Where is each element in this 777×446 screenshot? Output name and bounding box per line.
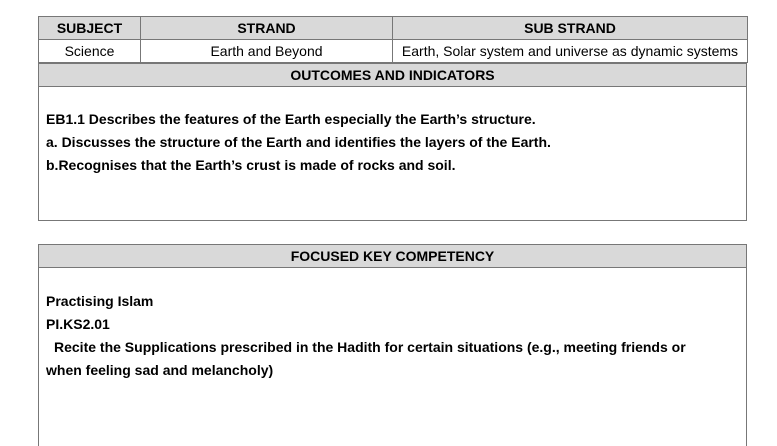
outcome-line: EB1.1 Describes the features of the Earth especially the Earth’s structure. bbox=[46, 111, 536, 127]
competency-name: Practising Islam bbox=[46, 293, 154, 309]
competency-section bbox=[38, 244, 747, 446]
outcome-line: b.Recognises that the Earth’s crust is made of rocks and soil. bbox=[46, 157, 456, 173]
outcome-line: a. Discusses the structure of the Earth and identifies the layers of the Earth. bbox=[46, 134, 551, 150]
subject-info-table bbox=[38, 16, 748, 63]
outcomes-section bbox=[38, 63, 747, 221]
competency-body bbox=[39, 268, 746, 382]
table-row bbox=[39, 40, 748, 63]
subject-header: SUBJECT bbox=[39, 17, 141, 40]
sub-strand-value: Earth, Solar system and universe as dynamic systems bbox=[393, 40, 748, 63]
competency-description-line: Recite the Supplications prescribed in the Hadith for certain situations (e.g., meeting friends or bbox=[54, 339, 686, 355]
subject-value: Science bbox=[39, 40, 141, 63]
competency-code: PI.KS2.01 bbox=[46, 316, 110, 332]
competency-title: FOCUSED KEY COMPETENCY bbox=[39, 244, 746, 268]
table-header-row bbox=[39, 17, 748, 40]
outcomes-title: OUTCOMES AND INDICATORS bbox=[39, 63, 746, 87]
competency-description-line: when feeling sad and melancholy) bbox=[46, 362, 274, 378]
strand-value: Earth and Beyond bbox=[141, 40, 393, 63]
outcomes-body bbox=[39, 87, 746, 177]
sub-strand-header: SUB STRAND bbox=[393, 17, 748, 40]
strand-header: STRAND bbox=[141, 17, 393, 40]
